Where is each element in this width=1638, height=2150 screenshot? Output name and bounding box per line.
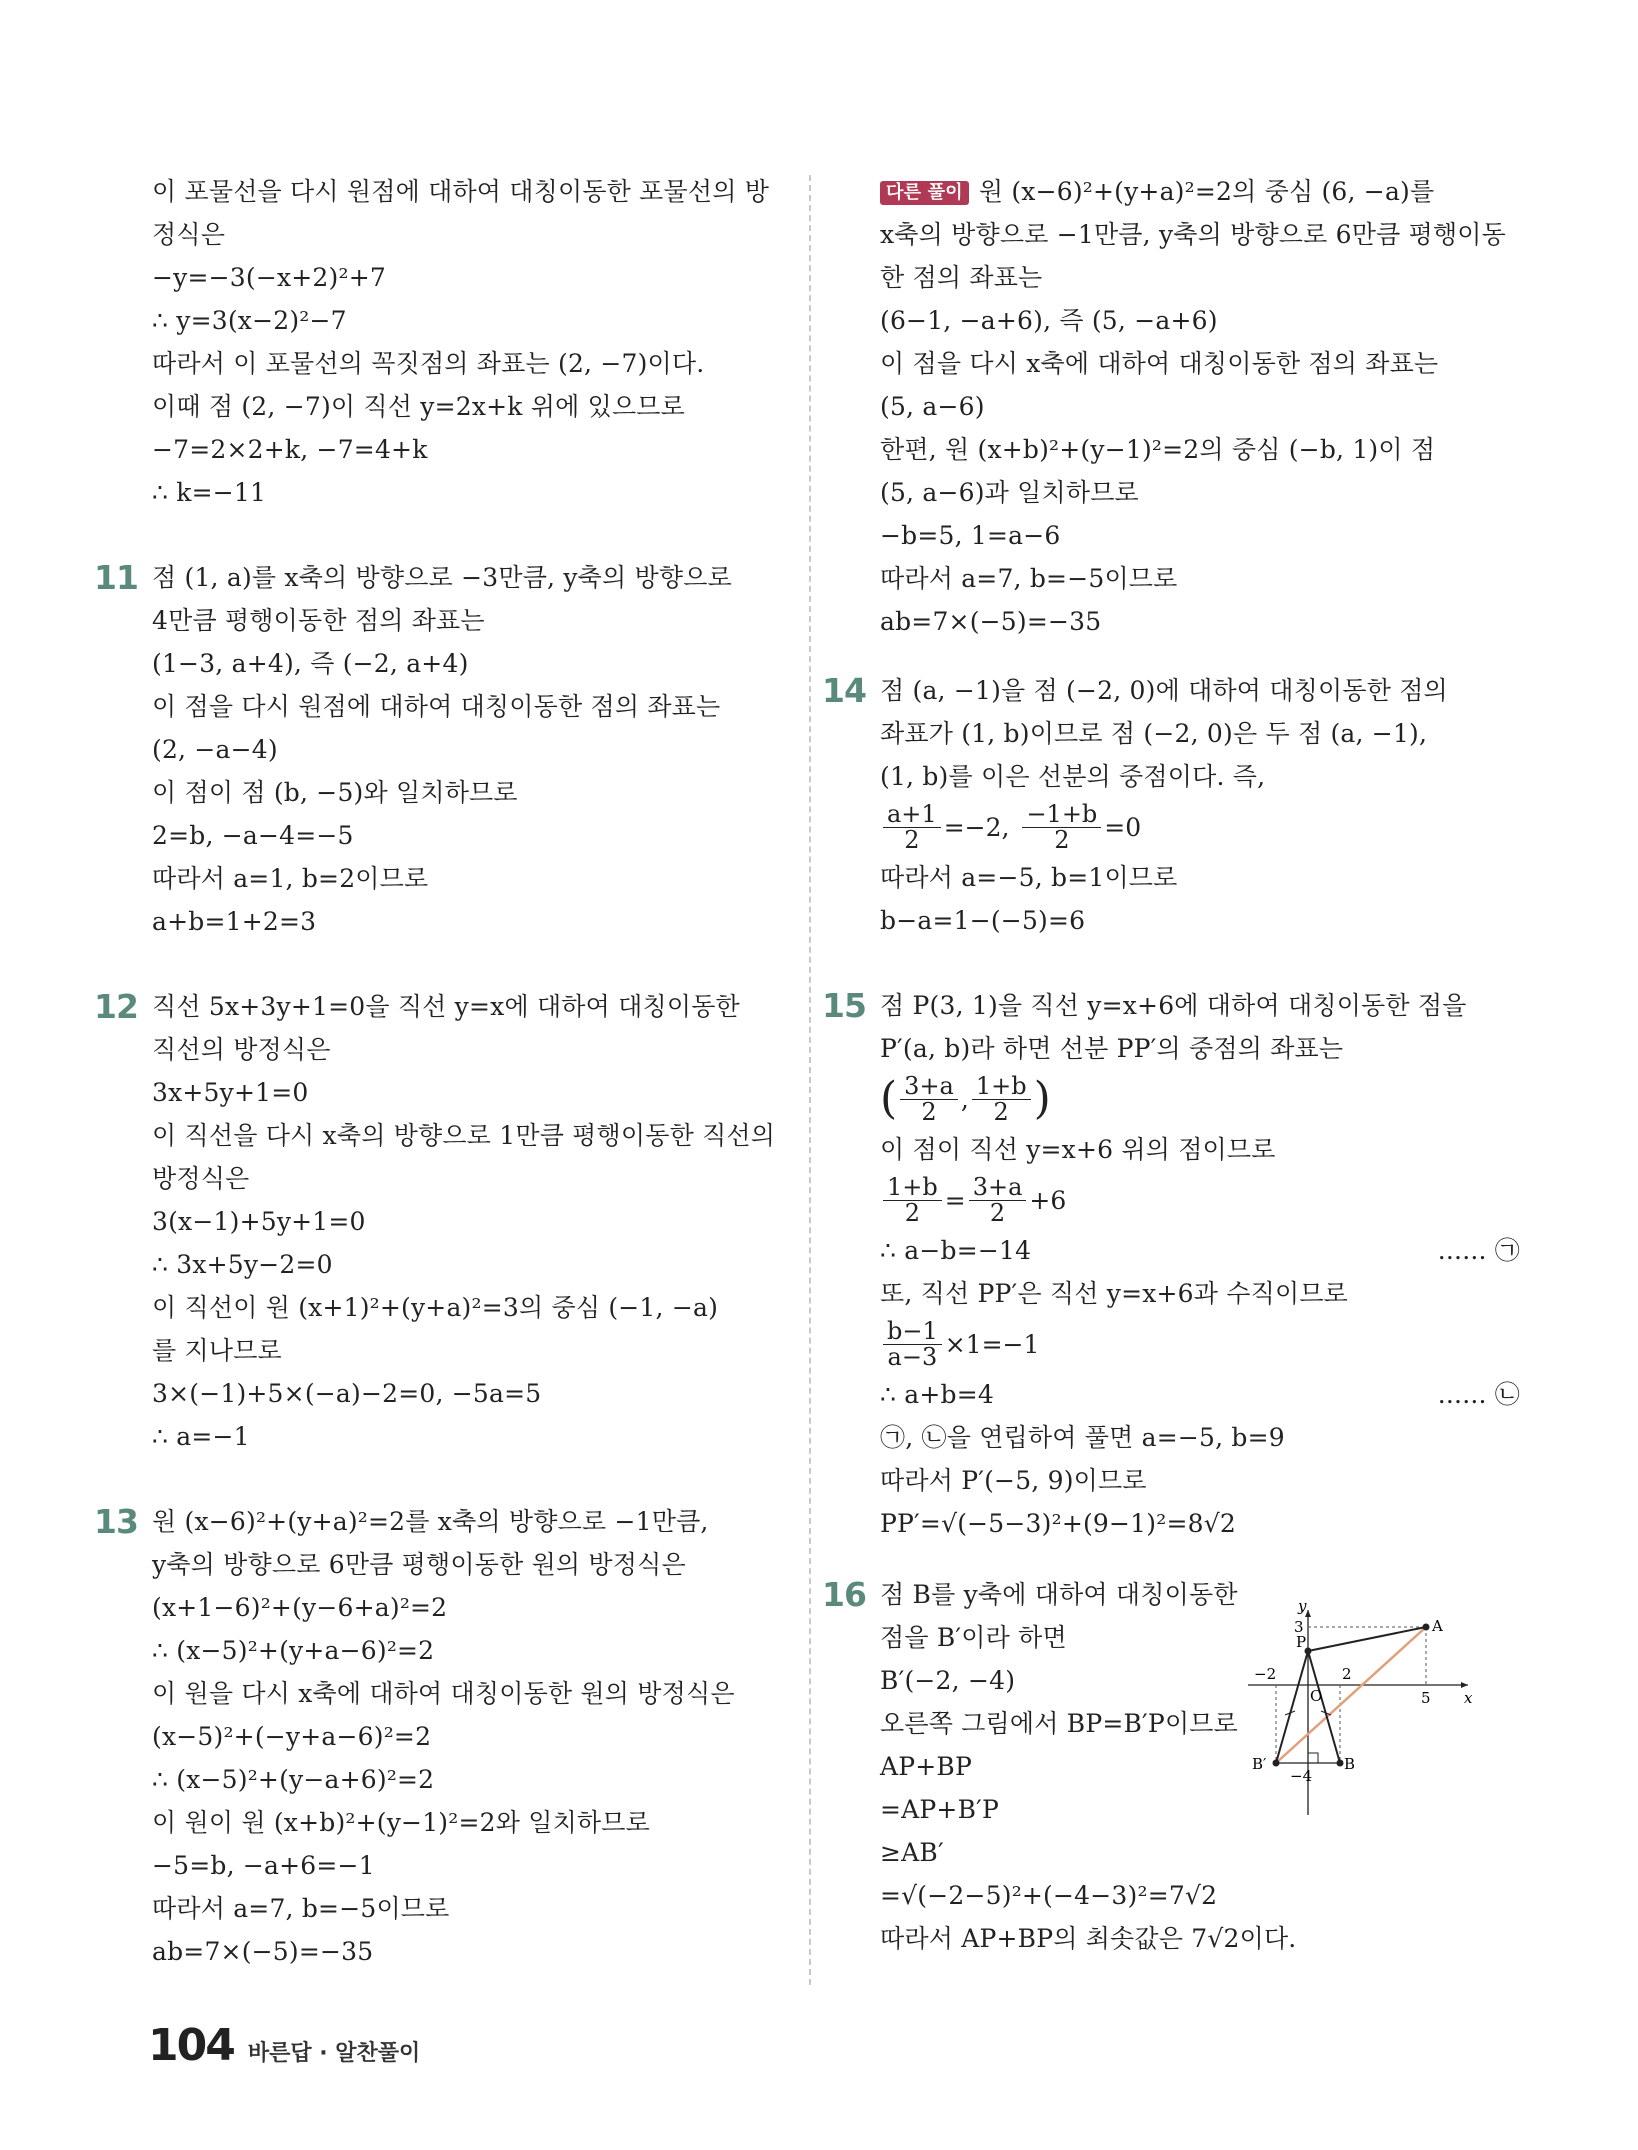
text-line: 따라서 a=7, b=−5이므로: [880, 564, 1178, 593]
text-line: 3x+5y+1=0: [152, 1078, 309, 1107]
text-line: 이 점이 직선 y=x+6 위의 점이므로: [880, 1135, 1276, 1164]
text-line: 이 포물선을 다시 원점에 대하여 대칭이동한 포물선의 방: [152, 177, 770, 206]
point-a: [1423, 1624, 1430, 1631]
text-line: P′(a, b)라 하면 선분 PP′의 중점의 좌표는: [880, 1034, 1344, 1063]
problem-number: 12: [94, 987, 138, 1026]
text-line: 를 지나므로: [152, 1336, 282, 1365]
text-line: ∴ a−b=−14 ...... ㉠: [880, 1229, 1520, 1272]
label-b: B: [1344, 1755, 1356, 1773]
left-column: [94, 170, 792, 1973]
problem-number: 15: [822, 986, 866, 1025]
text-line: 따라서 이 포물선의 꼭짓점의 좌표는 (2, −7)이다.: [152, 349, 705, 378]
text-line: (5, a−6): [880, 392, 985, 421]
text-line: ∴ k=−11: [152, 478, 267, 507]
fraction: $\frac{a+1}{2}$: [883, 802, 941, 853]
problem-14: [822, 669, 1520, 942]
text-line: =AP+B′P: [880, 1795, 1000, 1824]
text-line: (6−1, −a+6), 즉 (5, −a+6): [880, 306, 1218, 335]
text-line: 정식은: [152, 220, 226, 249]
text-line: B′(−2, −4): [880, 1666, 1016, 1695]
text-line: 점을 B′이라 하면: [880, 1623, 1067, 1652]
text-line: 한편, 원 (x+b)²+(y−1)²=2의 중심 (−b, 1)이 점: [880, 435, 1436, 464]
problem-number: 13: [94, 1502, 138, 1541]
text-line: 오른쪽 그림에서 BP=B′P이므로: [880, 1709, 1239, 1738]
text-line: 방정식은: [152, 1164, 250, 1193]
text-line: 이 원을 다시 x축에 대하여 대칭이동한 원의 방정식은: [152, 1679, 735, 1708]
segment-p-b: [1308, 1651, 1340, 1763]
text-line: 원 (x−6)²+(y+a)²=2를 x축의 방향으로 −1만큼,: [152, 1507, 709, 1536]
problem-13: [94, 1500, 792, 1973]
problem-number: 16: [822, 1575, 866, 1614]
label-2: 2: [1342, 1665, 1352, 1683]
text-line: ∴ (x−5)²+(y+a−6)²=2: [152, 1636, 435, 1665]
text-line: ∴ a+b=4 ...... ㉡: [880, 1373, 1520, 1416]
text-line: (x+1−6)²+(y−6+a)²=2: [152, 1593, 448, 1622]
text-line: 점 (a, −1)을 점 (−2, 0)에 대하여 대칭이동한 점의: [880, 676, 1448, 705]
text-line: 이 직선을 다시 x축의 방향으로 1만큼 평행이동한 직선의: [152, 1121, 776, 1150]
segment-p-bprime: [1276, 1651, 1308, 1763]
problem-number: 11: [94, 558, 138, 597]
label-neg2: −2: [1254, 1665, 1277, 1683]
text-line: 따라서 a=−5, b=1이므로: [880, 863, 1178, 892]
text-line: −7=2×2+k, −7=4+k: [152, 435, 428, 464]
text-line: 이 점을 다시 원점에 대하여 대칭이동한 점의 좌표는: [152, 692, 721, 721]
text-line: 2=b, −a−4=−5: [152, 821, 354, 850]
alt-solution-tag: 다른 풀이: [880, 181, 969, 205]
label-x: x: [1464, 1689, 1473, 1707]
problem-12: [94, 985, 792, 1458]
label-y: y: [1298, 1597, 1307, 1615]
text-line: (1−3, a+4), 즉 (−2, a+4): [152, 649, 469, 678]
fraction: $\frac{-1+b}{2}$: [1022, 802, 1101, 853]
text-line: 직선 5x+3y+1=0을 직선 y=x에 대하여 대칭이동한: [152, 992, 740, 1021]
text-line: 한 점의 좌표는: [880, 263, 1043, 292]
alt-solution-block: [880, 170, 1520, 643]
text-line: 3(x−1)+5y+1=0: [152, 1207, 366, 1236]
alt-solution-first-line: 원 (x−6)²+(y+a)²=2의 중심 (6, −a)를: [978, 177, 1435, 206]
text-line: b−a=1−(−5)=6: [880, 906, 1086, 935]
midpoint-coordinates: ( $\frac{3+a}{2}$ , $\frac{1+b}{2}$ ): [880, 1071, 1051, 1126]
page-footer: [148, 2020, 420, 2071]
fraction: $\frac{b-1}{a-3}$: [883, 1319, 942, 1370]
text-line: 점 B를 y축에 대하여 대칭이동한: [880, 1580, 1238, 1609]
text-line: ∴ 3x+5y−2=0: [152, 1250, 333, 1279]
text-line: (2, −a−4): [152, 735, 278, 764]
x-axis-arrow: [1461, 1682, 1468, 1688]
fraction: $\frac{3+a}{2}$: [969, 1175, 1027, 1226]
text-line: 이 직선이 원 (x+1)²+(y+a)²=3의 중심 (−1, −a): [152, 1293, 719, 1322]
text-line: 좌표가 (1, b)이므로 점 (−2, 0)은 두 점 (a, −1),: [880, 719, 1428, 748]
text-line: 따라서 a=1, b=2이므로: [152, 864, 429, 893]
text-line: −5=b, −a+6=−1: [152, 1851, 375, 1880]
text-line: 4만큼 평행이동한 점의 좌표는: [152, 606, 485, 635]
text-line: 3×(−1)+5×(−a)−2=0, −5a=5: [152, 1379, 542, 1408]
label-5: 5: [1421, 1689, 1431, 1707]
equation-marker: ...... ㉠: [1437, 1236, 1520, 1265]
text-line: 이 점을 다시 x축에 대하여 대칭이동한 점의 좌표는: [880, 349, 1439, 378]
problem-number: 14: [822, 671, 866, 710]
label-neg4: −4: [1290, 1767, 1313, 1785]
fraction: $\frac{3+a}{2}$: [900, 1074, 958, 1125]
problem-16: [822, 1573, 1297, 1960]
equation-marker: ...... ㉡: [1437, 1380, 1520, 1409]
text-line: 점 P(3, 1)을 직선 y=x+6에 대하여 대칭이동한 점을: [880, 991, 1467, 1020]
text-line: ∴ (x−5)²+(y−a+6)²=2: [152, 1765, 435, 1794]
text-line: ∴ y=3(x−2)²−7: [152, 306, 347, 335]
right-angle-mark: [1308, 1753, 1318, 1763]
text-line: 점 (1, a)를 x축의 방향으로 −3만큼, y축의 방향으로: [152, 563, 732, 592]
label-3: 3: [1294, 1618, 1304, 1636]
text-line: x축의 방향으로 −1만큼, y축의 방향으로 6만큼 평행이동: [880, 220, 1507, 249]
segment-a-p: [1308, 1627, 1426, 1651]
text-line: (1, b)를 이은 선분의 중점이다. 즉,: [880, 762, 1266, 791]
text-line: 이 원이 원 (x+b)²+(y−1)²=2와 일치하므로: [152, 1808, 650, 1837]
text-line: 따라서 P′(−5, 9)이므로: [880, 1466, 1147, 1495]
text-line: =√(−2−5)²+(−4−3)²=7√2: [880, 1881, 1218, 1910]
coordinate-figure: [1238, 1595, 1478, 1825]
text-line: PP′=√(−5−3)²+(9−1)²=8√2: [880, 1509, 1236, 1538]
text-line: −y=−3(−x+2)²+7: [152, 263, 386, 292]
text-line: (5, a−6)과 일치하므로: [880, 478, 1139, 507]
column-divider: [809, 175, 811, 1985]
text-line: ∴ a=−1: [152, 1422, 250, 1451]
fraction: $\frac{1+b}{2}$: [883, 1175, 942, 1226]
intro-block: [152, 170, 792, 514]
text-line: −b=5, 1=a−6: [880, 521, 1061, 550]
text-line: [880, 170, 1520, 213]
text-line: 이때 점 (2, −7)이 직선 y=2x+k 위에 있으므로: [152, 392, 686, 421]
problem-15: [822, 984, 1520, 1545]
equation-line: $\frac{b-1}{a-3}$ ×1=−1: [880, 1315, 1520, 1373]
text-line: 또, 직선 PP′은 직선 y=x+6과 수직이므로: [880, 1279, 1349, 1308]
point-bprime: [1273, 1760, 1280, 1767]
text-line: a+b=1+2=3: [152, 907, 317, 936]
equation-line: $\frac{1+b}{2}$ = $\frac{3+a}{2}$ +6: [880, 1171, 1520, 1229]
point-b: [1337, 1760, 1344, 1767]
footer-title: 바른답 · 알찬풀이: [247, 2041, 421, 2066]
label-a: A: [1432, 1617, 1443, 1635]
text-line: (x−5)²+(−y+a−6)²=2: [152, 1722, 432, 1751]
label-bprime: B′: [1252, 1755, 1267, 1773]
text-line: 따라서 AP+BP의 최솟값은 7√2이다.: [880, 1924, 1297, 1953]
label-p: P: [1296, 1633, 1307, 1651]
text-line: 따라서 a=7, b=−5이므로: [152, 1894, 450, 1923]
text-line: ㉠, ㉡을 연립하여 풀면 a=−5, b=9: [880, 1423, 1285, 1452]
page-number: 104: [148, 2020, 234, 2071]
text-line: y축의 방향으로 6만큼 평행이동한 원의 방정식은: [152, 1550, 686, 1579]
problem-11: [94, 556, 792, 943]
midpoint-equations: $\frac{a+1}{2}$ =−2, $\frac{-1+b}{2}$ =0: [880, 798, 1520, 856]
label-o: O: [1310, 1687, 1323, 1705]
text-line: AP+BP: [880, 1752, 973, 1781]
text-line: ab=7×(−5)=−35: [152, 1937, 374, 1966]
text-line: ≥AB′: [880, 1838, 944, 1867]
text-line: ab=7×(−5)=−35: [880, 607, 1102, 636]
text-line: 이 점이 점 (b, −5)와 일치하므로: [152, 778, 518, 807]
text-line: 직선의 방정식은: [152, 1035, 331, 1064]
fraction: $\frac{1+b}{2}$: [972, 1074, 1031, 1125]
